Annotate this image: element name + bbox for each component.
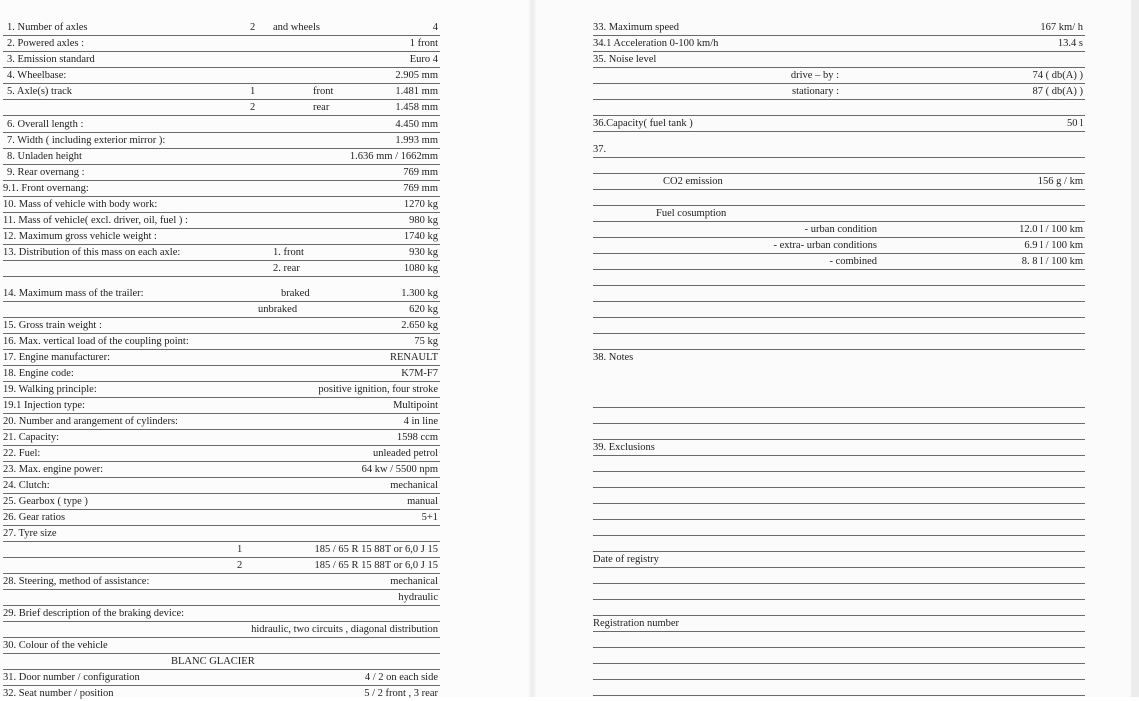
spec-row-cylinders: 20. Number and arangement of cylinders: 4 in line [3, 414, 440, 430]
spec-row-axle-track-rear: 2 rear 1.458 mm [3, 100, 440, 116]
spec-row-mass-excl: 11. Mass of vehicle( excl. driver, oil, fuel ) : 980 kg [3, 213, 440, 229]
spec-row-height: 8. Unladen height 1.636 mm / 1662mm [3, 149, 440, 165]
blank-line [593, 600, 1085, 616]
spec-row-braking-desc: hidraulic, two circuits , diagonal distribution [3, 622, 440, 638]
blank-line [593, 424, 1085, 440]
spec-row-fuel-consumption: Fuel cosumption [593, 206, 1085, 222]
blank-line [593, 392, 1085, 408]
spec-row-clutch: 24. Clutch: mechanical [3, 478, 440, 494]
spec-row-width: 7. Width ( including exterior mirror ): 1.993 mm [3, 133, 440, 149]
spec-row-acceleration: 34.1 Acceleration 0-100 km/h 13.4 s [593, 36, 1085, 52]
spec-row-steering: 28. Steering, method of assistance: mechanical [3, 574, 440, 590]
blank-line [593, 680, 1085, 696]
blank-line [593, 318, 1085, 334]
section-notes: 38. Notes [593, 352, 634, 363]
spec-row-rear-overhang: 9. Rear overnang : 769 mm [3, 165, 440, 181]
spec-row-fuel-tank: 36.Capacity( fuel tank ) 50 l [593, 116, 1085, 132]
spec-row-steering-assist: hydraulic [3, 590, 440, 606]
blank-line [593, 456, 1085, 472]
spec-row-coupling-load: 16. Max. vertical load of the coupling point: 75 kg [3, 334, 440, 350]
spec-row-capacity: 21. Capacity: 1598 ccm [3, 430, 440, 446]
spec-row-engine-manufacturer: 17. Engine manufacturer: RENAULT [3, 350, 440, 366]
spec-row-engine-power: 23. Max. engine power: 64 kw / 5500 npm [3, 462, 440, 478]
spec-row-fuel-urban: - urban condition 12.0 l / 100 km [593, 222, 1085, 238]
blank-line [593, 648, 1085, 664]
spec-row-axle-track-front: 5. Axle(s) track 1 front 1.481 mm [3, 84, 440, 100]
blank-line [593, 488, 1085, 504]
spec-row-distribution-rear: 2. rear 1080 kg [3, 261, 440, 277]
spec-row-doors: 31. Door number / configuration 4 / 2 on each side [3, 670, 440, 686]
blank-line [593, 568, 1085, 584]
spec-row-noise-level: 35. Noise level [593, 52, 1085, 68]
section-exclusions: 39. Exclusions [593, 440, 1085, 456]
blank-line [593, 472, 1085, 488]
page-edge [1131, 0, 1139, 697]
spec-row-tyre-1: 1 185 / 65 R 15 88T or 6,0 J 15 [3, 542, 440, 558]
spec-row-gearbox: 25. Gearbox ( type ) manual [3, 494, 440, 510]
spec-row-length: 6. Overall length : 4.450 mm [3, 117, 440, 133]
spec-row-braking: 29. Brief description of the braking device: [3, 606, 440, 622]
spec-row-engine-code: 18. Engine code: K7M-F7 [3, 366, 440, 382]
spec-row-37: 37. [593, 142, 1085, 158]
blank-line [593, 536, 1085, 552]
spec-row-wheelbase: 4. Wheelbase: 2.905 mm [3, 68, 440, 84]
spec-row-noise-stationary: stationary : 87 ( db(A) ) [593, 84, 1085, 100]
spec-row-injection: 19.1 Injection type: Multipoint [3, 398, 440, 414]
blank-line [593, 286, 1085, 302]
spec-row-fuel-extra-urban: - extra- urban conditions 6.9 l / 100 km [593, 238, 1085, 254]
spec-row-working-principle: 19. Walking principle: positive ignition, four stroke [3, 382, 440, 398]
spec-row-axles: 1. Number of axles 2 and wheels 4 [3, 20, 440, 36]
spec-row-front-overhang: 9.1. Front overnang: 769 mm [3, 181, 440, 197]
spec-row-colour: 30. Colour of the vehicle [3, 638, 440, 654]
spec-row-colour-value: BLANC GLACIER [3, 654, 440, 670]
spec-row-mass-body: 10. Mass of vehicle with body work: 1270 kg [3, 197, 440, 213]
blank-line [593, 408, 1085, 424]
section-registration-number: Registration number [593, 616, 1085, 632]
spec-row-tyre-size: 27. Tyre size [3, 526, 440, 542]
page-gutter [528, 0, 536, 697]
spec-row-fuel: 22. Fuel: unleaded petrol [3, 446, 440, 462]
spec-row-gear-ratios: 26. Gear ratios 5+1 [3, 510, 440, 526]
blank-line [593, 334, 1085, 350]
spec-row-co2: CO2 emission 156 g / km [593, 174, 1085, 190]
spec-row-powered-axles: 2. Powered axles : 1 front [3, 36, 440, 52]
spec-row-tyre-2: 2 185 / 65 R 15 88T or 6,0 J 15 [3, 558, 440, 574]
blank-line [593, 100, 1085, 116]
blank-line [593, 584, 1085, 600]
spec-row-emission: 3. Emission standard Euro 4 [3, 52, 440, 68]
blank-line [593, 270, 1085, 286]
blank-line [593, 190, 1085, 206]
blank-line [593, 504, 1085, 520]
blank-line [593, 158, 1085, 174]
spec-row-distribution-front: 13. Distribution of this mass on each axle: 1. front 930 kg [3, 245, 440, 261]
blank-line [593, 520, 1085, 536]
section-date-of-registry: Date of registry [593, 552, 1085, 568]
blank-line [593, 664, 1085, 680]
blank-line [593, 302, 1085, 318]
spec-row-trailer-unbraked: unbraked 620 kg [3, 302, 440, 318]
spec-row-trailer-braked: 14. Maximum mass of the trailer: braked 1.300 kg [3, 286, 440, 302]
spec-row-seats: 32. Seat number / position 5 / 2 front , 3 rear [3, 688, 438, 699]
spec-row-gross-weight: 12. Maximum gross vehicle weight : 1740 kg [3, 229, 440, 245]
spec-row-fuel-combined: - combined 8. 8 l / 100 km [593, 254, 1085, 270]
blank-line [593, 632, 1085, 648]
spec-row-noise-drive-by: drive – by : 74 ( db(A) ) [593, 68, 1085, 84]
spec-row-max-speed: 33. Maximum speed 167 km/ h [593, 20, 1085, 36]
spec-row-train-weight: 15. Gross train weight : 2.650 kg [3, 318, 440, 334]
